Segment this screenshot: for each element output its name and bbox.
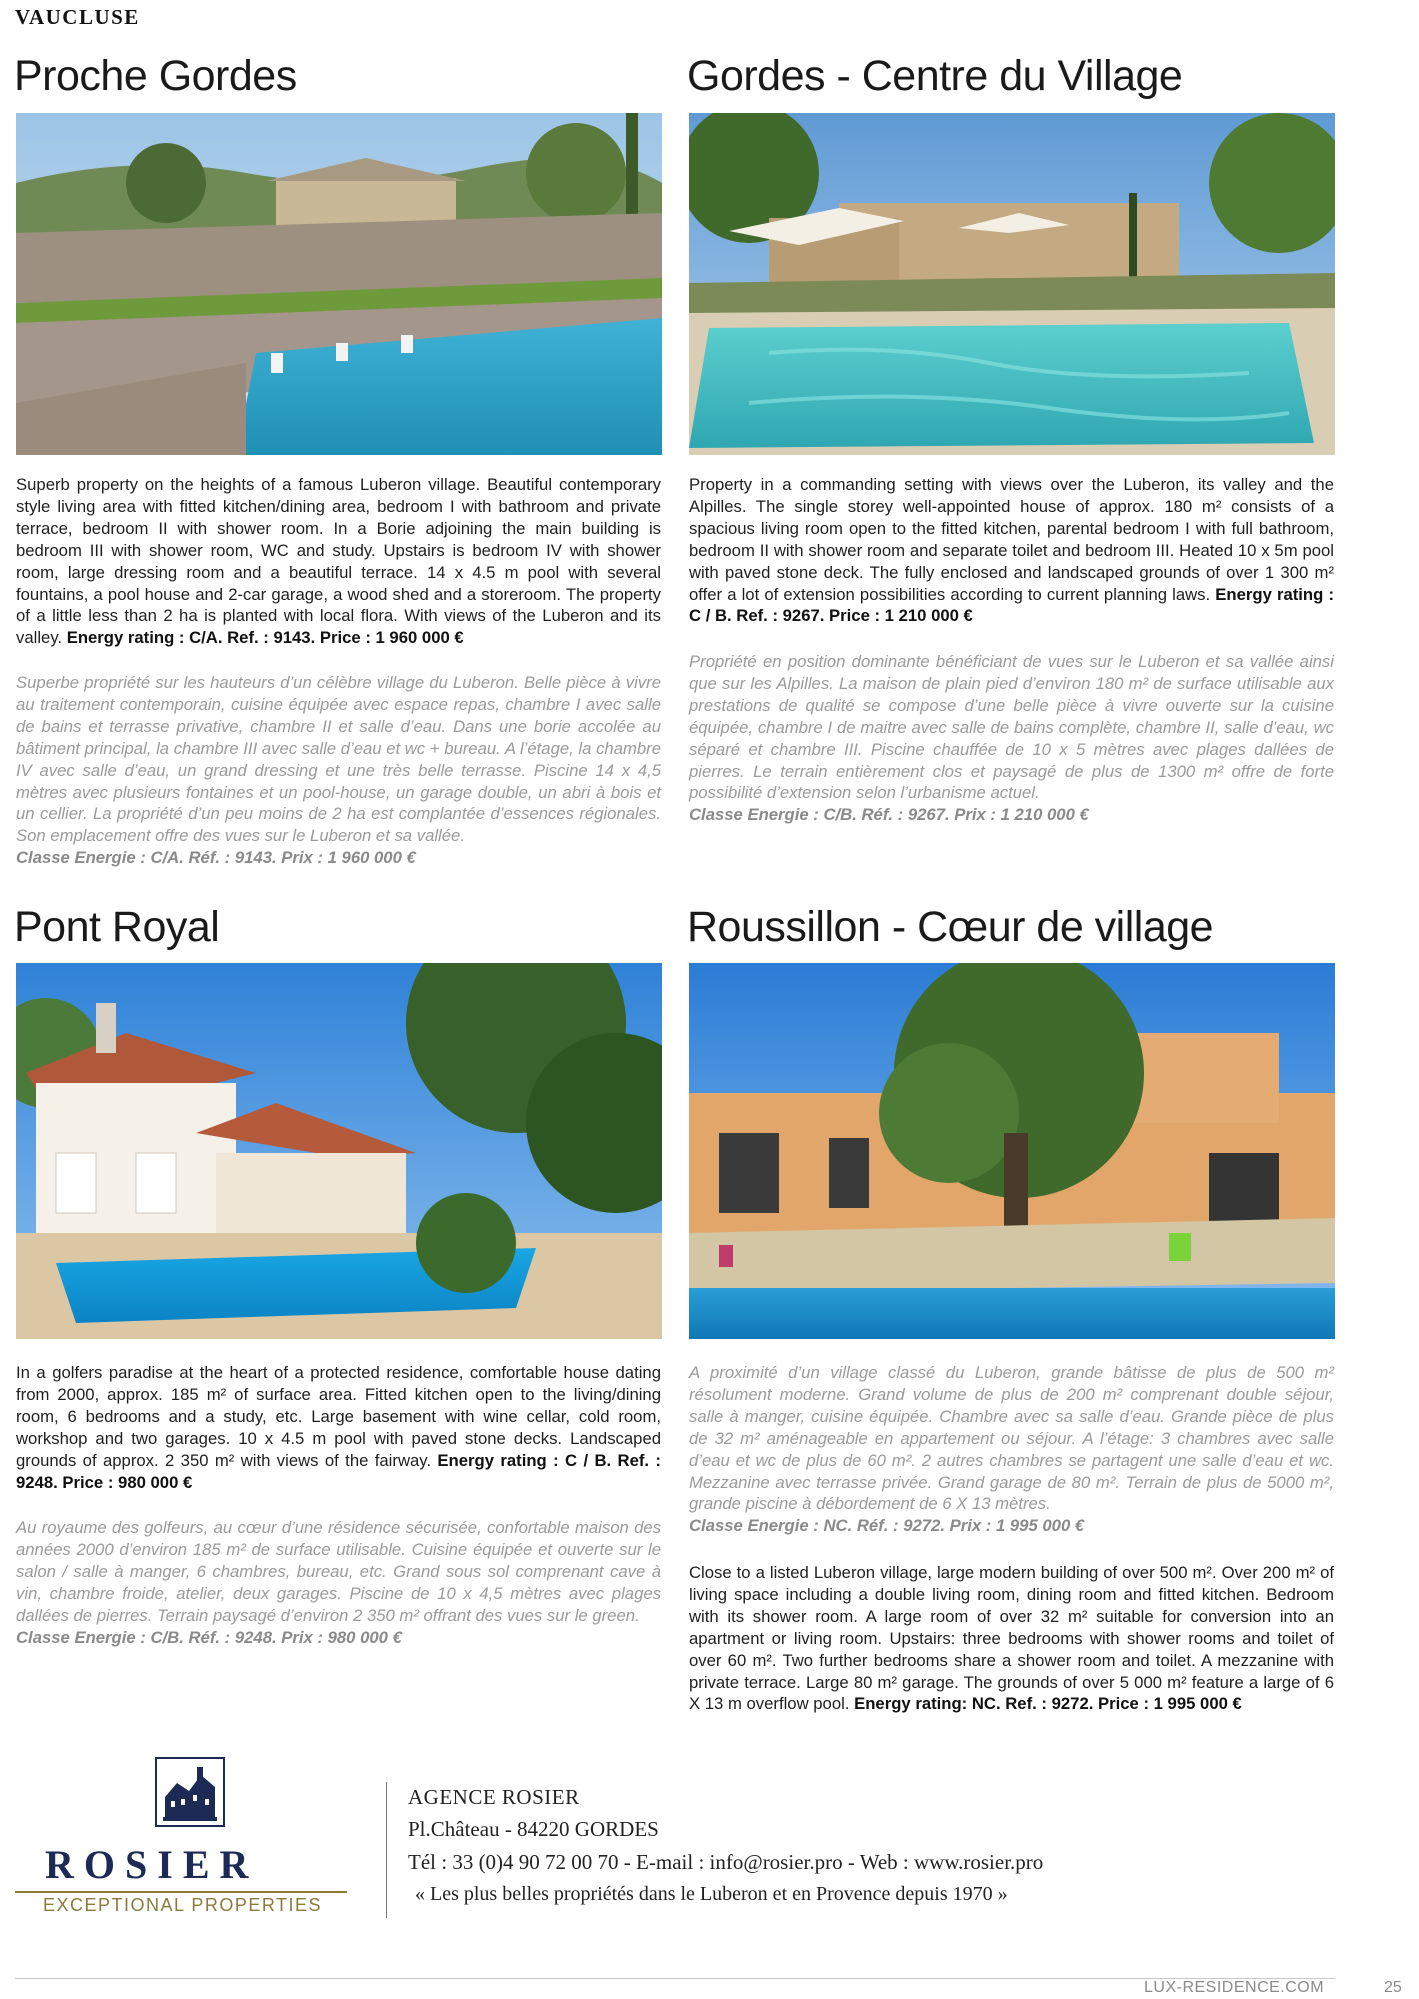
agency-slogan: « Les plus belles propriétés dans le Luberon et en Provence depuis 1970 » (415, 1883, 1008, 1905)
agency-logo (15, 1757, 347, 1919)
description-en (16, 474, 661, 649)
description-fr (16, 672, 661, 869)
agency-divider (386, 1782, 387, 1918)
description-fr-text: A proximité d’un village classé du Luberon, grande bâtisse de plus de 500 m² résolument moderne. Grand volume de plus de 200 m² comprenant double séjour, salle à manger, cuisine équipée. Chambre avec sa salle d’eau. Grande pièce de plus de 32 m² aménageable en appartement ou séjour. A l’étage: 3 chambres avec salle d’eau et wc de plus de 60 m². 2 autres chambres se partagent une salle d’eau et wc. Mezzanine avec terrasse privée. Grand garage de 80 m². Terrain de plus de 5000 m², grande piscine à débordement de 6 X 13 mètres. (689, 1363, 1334, 1514)
energy-rating-en: Energy rating : C / B. Ref. : 9248. Price : 980 000 € (16, 1450, 661, 1492)
footer-rule (15, 1978, 1335, 1979)
description-en-text: Superb property on the heights of a famous Luberon village. Beautiful contemporary style living area with fitted kitchen/dining area, bedroom I with bathroom and private terrace, bedroom II with shower room. In a Borie adjoining the main building is bedroom III with shower room, WC and study. Upstairs is bedroom IV with shower room, large dressing room and a beautiful terrace. 14 x 4.5 m pool with several fountains, a pool house and 2-car garage, a wood shed and a storeroom. The property of a little less than 2 ha is planted with local flora. With views of the Luberon and its valley. (16, 475, 661, 648)
energy-rating-fr: Classe Energie : C/B. Réf. : 9267. Prix : 1 210 000 € (689, 805, 1089, 825)
page-number: 25 (1384, 1979, 1402, 1996)
listing-title: Pont Royal (14, 903, 220, 951)
logo-rule (15, 1891, 347, 1893)
logo-tagline: EXCEPTIONAL PROPERTIES (43, 1895, 323, 1915)
description-en-text: Property in a commanding setting with views over the Luberon, its valley and the Alpilles. The single storey well-appointed house of approx. 180 m² consists of a spacious living room open to the fitted kitchen, parental bedroom I with full bathroom, bedroom II with shower room and separate toilet and bedroom III. Heated 10 x 5m pool with paved stone deck. The fully enclosed and landscaped grounds of over 1 300 m² offer a lot of extension possibilities according to current planning laws. (689, 475, 1334, 604)
description-fr-text: Au royaume des golfeurs, au cœur d’une résidence sécurisée, confortable maison des années 2000 d’environ 185 m² de surface utilisable. Cuisine équipée et ouverte sur le salon / salle à manger, 6 chambres, bureau, etc. Grand sous sol comprenant cave à vin, chambre froide, atelier, deux garages. Piscine de 10 x 4,5 mètres avec plages dallées de pierres. Terrain paysagé d’environ 2 350 m² offrant des vues sur le green. (16, 1518, 661, 1625)
property-photo-pool-stone-wall (16, 113, 662, 455)
description-en (689, 1562, 1334, 1715)
agency-contact: Tél : 33 (0)4 90 72 00 70 - E-mail : info@rosier.pro - Web : www.rosier.pro (408, 1850, 1044, 1874)
energy-rating-en: Energy rating : C / B. Ref. : 9267. Price : 1 210 000 € (689, 584, 1334, 626)
description-fr-text: Superbe propriété sur les hauteurs d’un célèbre village du Luberon. Belle pièce à vivre au traitement contemporain, cuisine équipée avec espace repas, chambre I avec salle de bains et terrasse privative, chambre II et salle d’eau. Dans une borie accolée au bâtiment principal, la chambre III avec salle d’eau et wc + bureau. A l’étage, la chambre IV avec salle d’eau, un grand dressing et une très belle terrasse. Piscine 14 x 4,5 mètres avec plusieurs fontaines et un pool-house, un garage double, un abri à bois et un cellier. La propriété d’un peu moins de 2 ha est complantée d’essences régionales. Son emplacement offre des vues sur le Luberon et sa vallée. (16, 673, 661, 846)
description-fr (16, 1517, 661, 1648)
village-emblem-icon (155, 1757, 225, 1827)
energy-rating-fr: Classe Energie : C/B. Réf. : 9248. Prix : 980 000 € (16, 1627, 402, 1647)
energy-rating-en: Energy rating: NC. Ref. : 9272. Price : 1 995 000 € (854, 1694, 1242, 1714)
description-fr (689, 1362, 1334, 1537)
energy-rating-fr: Classe Energie : NC. Réf. : 9272. Prix : 1 995 000 € (689, 1516, 1085, 1536)
agency-address: Pl.Château - 84220 GORDES (408, 1817, 659, 1841)
footer-site-name: LUX-RESIDENCE.COM (1144, 1979, 1325, 1996)
property-photo-pool-terrace (689, 113, 1335, 455)
description-fr (689, 651, 1334, 826)
listing-title: Proche Gordes (14, 52, 297, 100)
region-label: VAUCLUSE (15, 5, 140, 29)
description-en (689, 474, 1334, 627)
property-photo-villa-pool (16, 963, 662, 1339)
description-en-text: Close to a listed Luberon village, large modern building of over 500 m². Over 200 m² of living space including a double living room, dining room and fitted kitchen. Bedroom with its shower room. A large room of over 32 m² suitable for conversion into an apartment or living room. Upstairs: three bedrooms with shower rooms and toilet of over 60 m². Two further bedrooms share a shower room and toilet. A mezzanine with private terrace. Large 80 m² garage. The grounds of over 5 000 m² feature a large of 6 X 13 m overflow pool. (689, 1563, 1334, 1714)
description-en (16, 1362, 661, 1493)
energy-rating-fr: Classe Energie : C/A. Réf. : 9143. Prix : 1 960 000 € (16, 848, 416, 868)
property-photo-house-tree-pool (689, 963, 1335, 1339)
logo-name: ROSIER (45, 1842, 259, 1887)
description-en-text: In a golfers paradise at the heart of a protected residence, comfortable house dating from 2000, approx. 185 m² of surface area. Fitted kitchen open to the living/dining room, 6 bedrooms and a study, etc. Large basement with wine cellar, cold room, workshop and two garages. 10 x 4.5 m pool with paved stone decks. Landscaped grounds of approx. 2 350 m² with views of the fairway. (16, 1363, 661, 1470)
listing-title: Roussillon - Cœur de village (687, 903, 1214, 951)
energy-rating-en: Energy rating : C/A. Ref. : 9143. Price : 1 960 000 € (66, 628, 464, 648)
listing-title: Gordes - Centre du Village (687, 52, 1183, 100)
description-fr-text: Propriété en position dominante bénéficiant de vues sur le Luberon et sa vallée ainsi que sur les Alpilles. La maison de plain pied d’environ 180 m² de surface utilisable aux prestations de qualité se compose d’une belle pièce à vivre ouverte sur la cuisine équipée, chambre I de maitre avec salle de bains complète, chambre II, salle d’eau, wc séparé et chambre III. Piscine chauffée de 10 x 5 mètres avec plages dallées de pierres. Le terrain entièrement clos et paysagé de plus de 1300 m² offre de forte possibilité d’extension selon l’urbanisme actuel. (689, 652, 1334, 803)
agency-name: AGENCE ROSIER (408, 1785, 580, 1809)
